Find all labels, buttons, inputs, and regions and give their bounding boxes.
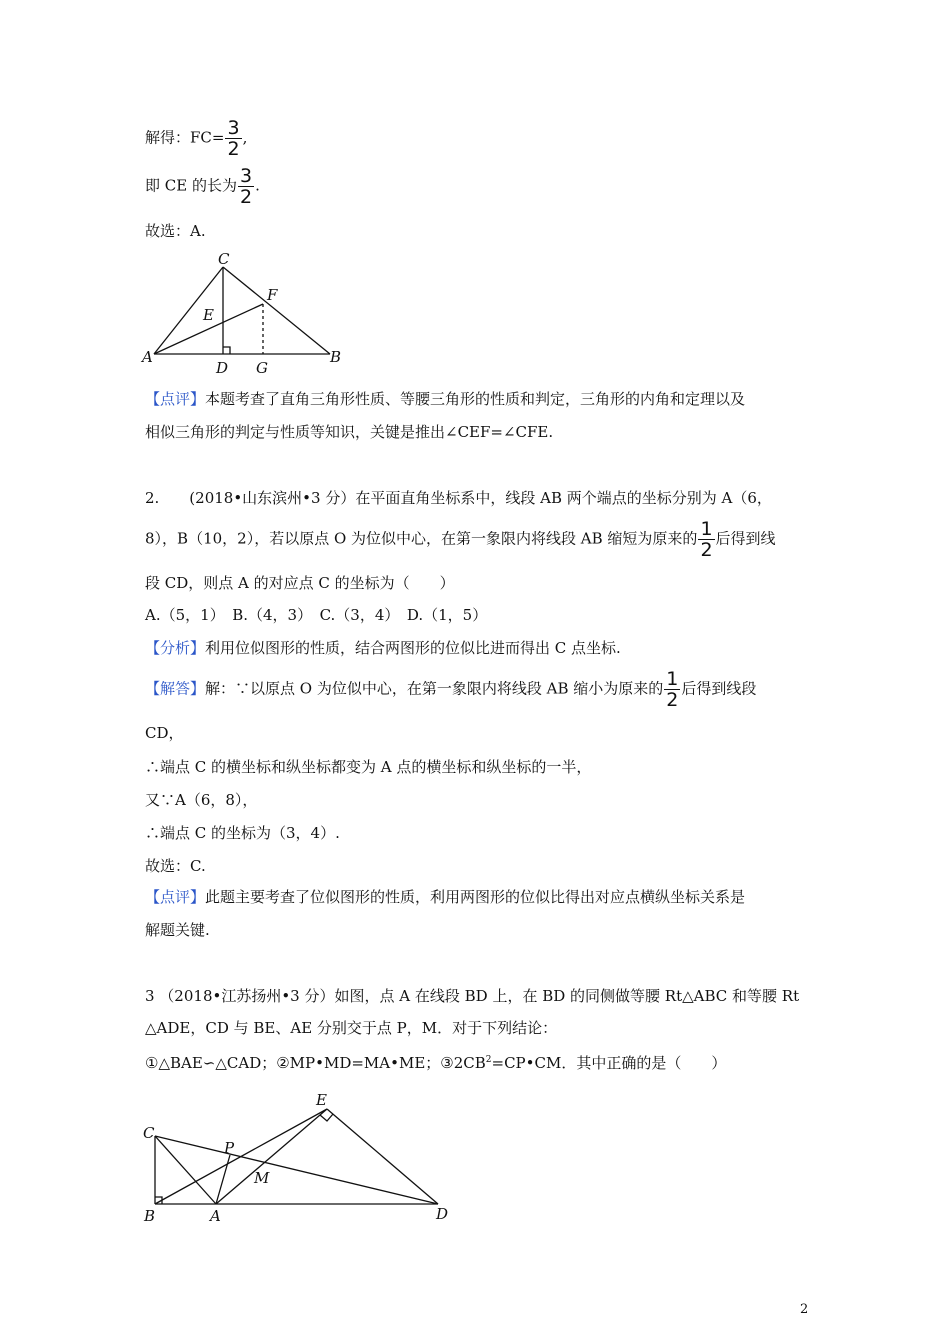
q2-solution-line4: ∴端点 C 的坐标为（3，4）. [145,824,340,842]
label-e: E [316,1091,327,1109]
q2-stem-line2: 8），B（10，2），若以原点 O 为位似中心，在第一象限内将线段 AB 缩短为原来的 $\frac{1}{2}$ 后得到线 [145,518,776,561]
q2-solution-line2: ∴端点 C 的横坐标和纵坐标都变为 A 点的横坐标和纵坐标的一半， [145,758,592,776]
triangle-figure-q1 [140,248,350,378]
q2-options: A.（5，1） B.（4，3） C.（3，4） D.（1，5） [145,606,488,624]
label-a: A [142,348,153,366]
fraction: $\frac{1}{2}$ [666,668,679,711]
q2-analysis: 【分析】利用位似图形的性质，结合两图形的位似比进而得出 C 点坐标. [145,639,621,657]
label-f: F [267,286,278,304]
q2-stem-line1: 2. (2018•山东滨州•3 分）在平面直角坐标系中，线段 AB 两个端点的坐标分别为 A（6， [145,489,772,507]
label-b: B [144,1207,156,1225]
q2-comment-line2: 解题关键. [145,921,210,939]
page-number: 2 [800,1302,809,1317]
q2-solution-cd: CD， [145,724,184,742]
label-d: D [436,1205,449,1223]
label-m: M [254,1169,270,1187]
analysis-tag: 【分析】 [145,639,206,657]
label-e: E [203,306,214,324]
q2-solution-line1: 【解答】解：∵以原点 O 为位似中心，在第一象限内将线段 AB 缩小为原来的 $\frac{1}{2}$ 后得到线段 [145,668,757,711]
line-cb [223,267,330,354]
label-g: G [256,359,268,377]
line-ap [216,1155,230,1204]
right-angle-e [320,1114,333,1121]
right-angle-d [223,347,230,354]
comment-tag: 【点评】 [145,390,206,408]
fraction: $\frac{1}{2}$ [700,518,713,561]
q2-answer: 故选：C. [145,857,206,875]
label-b: B [330,348,342,366]
label-d: D [216,359,229,377]
line-ca [155,1136,216,1204]
line-ed [327,1109,438,1204]
ce-length-line: 即 CE 的长为 $\frac{3}{2}$ . [145,165,260,208]
q1-comment-line2: 相似三角形的判定与性质等知识，关键是推出∠CEF=∠CFE. [145,423,554,441]
q1-comment-line1: 【点评】本题考查了直角三角形性质、等腰三角形的性质和判定，三角形的内角和定理以及 [145,390,746,408]
label-p: P [224,1139,235,1157]
fraction: $\frac{3}{2}$ [227,117,240,160]
solution-tag: 【解答】 [145,679,206,698]
label-c: C [143,1124,155,1142]
q2-comment-line1: 【点评】此题主要考查了位似图形的性质，利用两图形的位似比得出对应点横纵坐标关系是 [145,888,746,906]
line-be [155,1109,327,1204]
q2-solution-line3: 又∵A（6，8）， [145,791,258,809]
q3-stem-line2: △ADE，CD 与 BE、AE 分别交于点 P，M．对于下列结论： [145,1019,558,1037]
label-a: A [210,1207,221,1225]
triangle-figure-q3 [138,1075,458,1225]
label-c: C [218,250,230,268]
line-cd [155,1136,438,1204]
fraction: $\frac{3}{2}$ [239,165,253,208]
q3-stem-line3: ①△BAE∽△CAD；②MP•MD=MA•ME；$③2CB^2=CP•CM$．其中正确的是（ ） [145,1054,727,1072]
comment-tag: 【点评】 [145,888,206,906]
q3-stem-line1: 3 （2018•江苏扬州•3 分）如图，点 A 在线段 BD 上，在 BD 的同侧做等腰 Rt△ABC 和等腰 Rt [145,987,800,1005]
q1-answer: 故选：A. [145,222,206,240]
solve-fc-line: 解得：FC= $\frac{3}{2}$ , [145,117,248,160]
q2-stem-line3: 段 CD，则点 A 的对应点 C 的坐标为（ ） [145,574,455,592]
